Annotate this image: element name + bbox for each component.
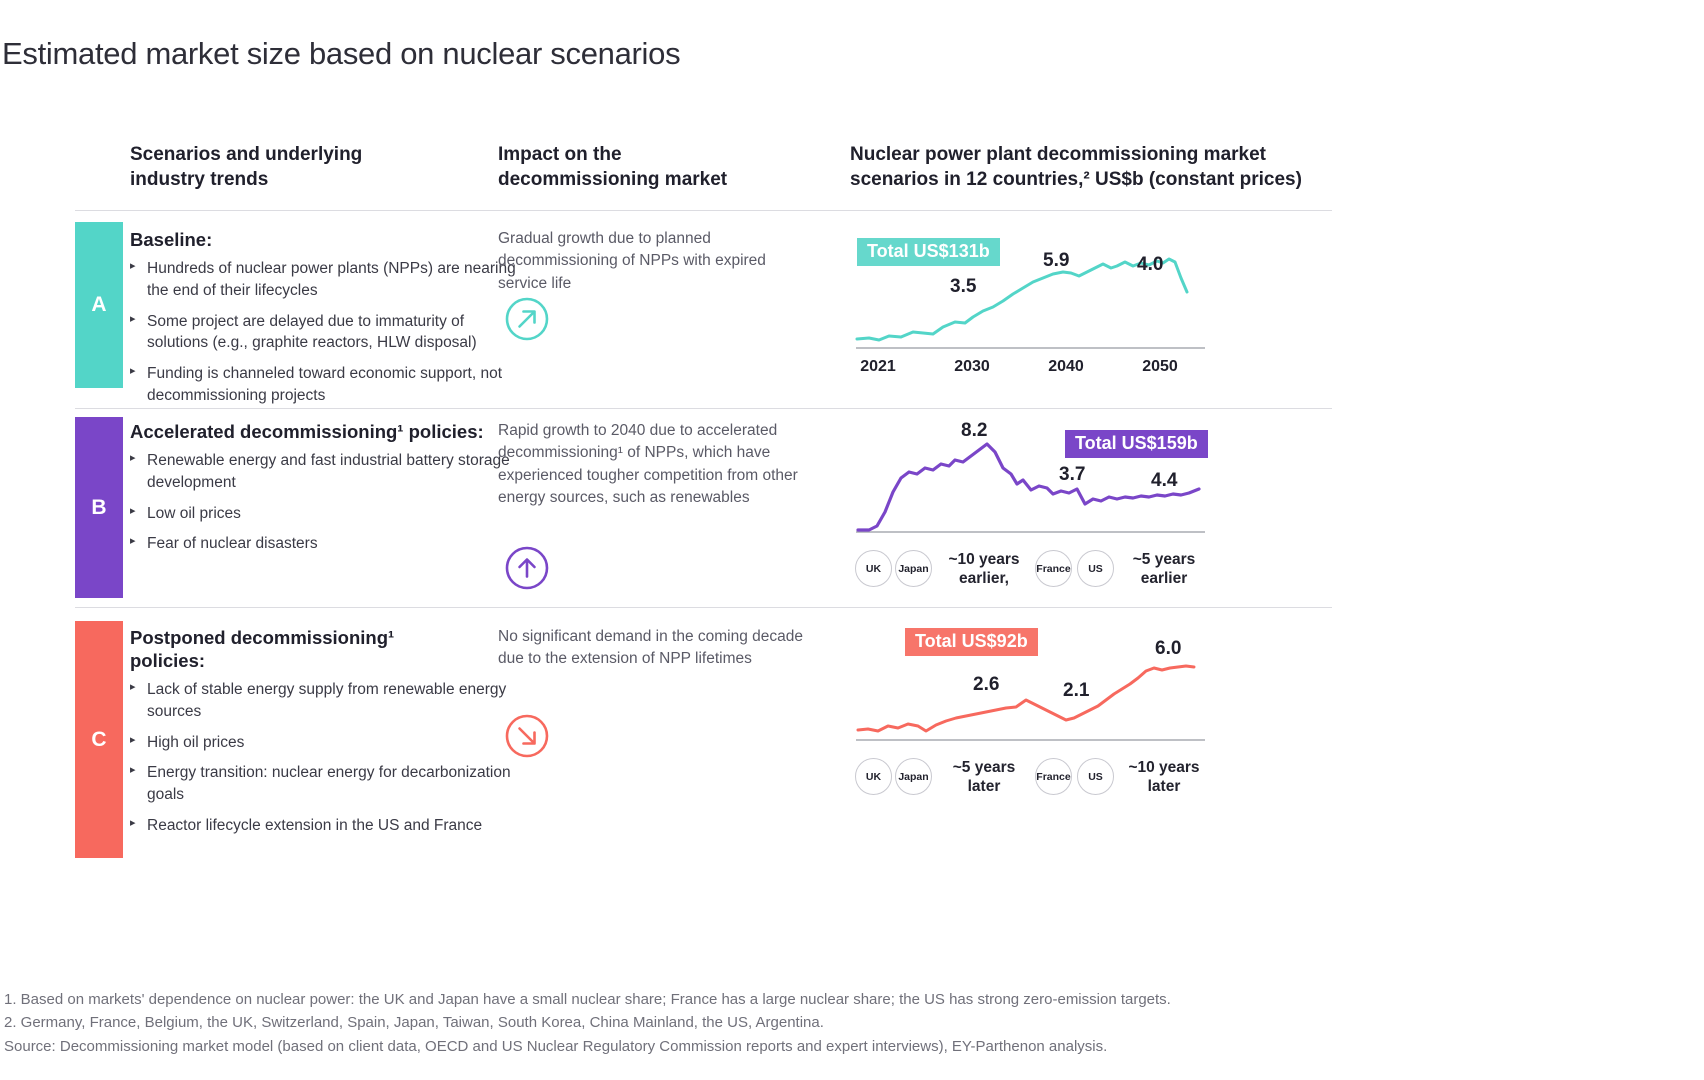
scenario-c-bullet: ▸ Reactor lifecycle extension in the US and France bbox=[130, 815, 525, 837]
circle-arrow-up-right-icon bbox=[504, 296, 550, 342]
scenario-a-text bbox=[130, 228, 525, 415]
scenario-a-bullet: ▸ Funding is channeled toward economic support, not decommissioning projects bbox=[130, 363, 525, 406]
scenario-c-bullet: ▸ Lack of stable energy supply from renewable energy sources bbox=[130, 679, 525, 722]
scenario-a-letter: A bbox=[91, 293, 107, 316]
scenario-c-bar bbox=[75, 621, 123, 858]
scenario-c-bullet: ▸ Energy transition: nuclear energy for decarbonization goals bbox=[130, 762, 525, 805]
footnote-1: 1. Based on markets' dependence on nuclear power: the UK and Japan have a small nuclear share; France has a large nuclear share; the US has strong zero-emission targets. bbox=[4, 991, 1171, 1008]
scenario-a-bullet: ▸ Some project are delayed due to immaturity of solutions (e.g., graphite reactors, HLW disposal) bbox=[130, 311, 525, 354]
country-pill-us: US bbox=[1077, 550, 1114, 587]
chart-scenario-a bbox=[855, 228, 1225, 398]
scenario-b-title: Accelerated decommissioning¹ policies: bbox=[130, 421, 484, 442]
column-header-market: Nuclear power plant decommissioning market scenarios in 12 countries,² US$b (constant prices) bbox=[850, 144, 1302, 191]
value-label: 2.1 bbox=[1063, 680, 1090, 701]
scenario-a-bullet: ▸ Hundreds of nuclear power plants (NPPs) are nearing the end of their lifecycles bbox=[130, 258, 525, 301]
footnote-source: Source: Decommissioning market model (based on client data, OECD and US Nuclear Regulatory Commission reports and expert interviews), EY-Parthenon analysis. bbox=[4, 1037, 1108, 1055]
scenario-c-text bbox=[130, 626, 525, 845]
scenario-c-bullet: ▸ High oil prices bbox=[130, 732, 525, 754]
circle-arrow-down-right-icon bbox=[504, 713, 550, 759]
annotation-note: ~5 years earlier bbox=[1132, 551, 1196, 588]
scenario-b-bullet: ▸ Renewable energy and fast industrial battery storage development bbox=[130, 450, 525, 493]
impact-c-text: No significant demand in the coming decade due to the extension of NPP lifetimes bbox=[498, 628, 804, 668]
scenario-b-letter: B bbox=[91, 495, 107, 519]
total-badge-b: Total US$159b bbox=[1065, 430, 1208, 458]
scenario-b-bullet: ▸ Low oil prices bbox=[130, 503, 525, 525]
annotation-note: ~10 years later bbox=[1128, 759, 1200, 796]
value-label: 4.4 bbox=[1151, 470, 1178, 491]
total-badge-a: Total US$131b bbox=[857, 238, 1000, 266]
circle-arrow-up-icon bbox=[504, 545, 550, 591]
axis-tick: 2021 bbox=[860, 358, 896, 375]
chart-scenario-b bbox=[855, 418, 1225, 606]
column-header-impact: Impact on the decommissioning market bbox=[498, 144, 728, 191]
impact-a-text: Gradual growth due to planned decommissioning of NPPs with expired service life bbox=[498, 230, 766, 292]
page-title: Estimated market size based on nuclear scenarios bbox=[2, 36, 681, 71]
divider bbox=[75, 210, 1332, 211]
country-annotations-c bbox=[855, 758, 1225, 802]
annotation-note: ~5 years later bbox=[952, 759, 1016, 796]
scenario-b-bullet: ▸ Fear of nuclear disasters bbox=[130, 533, 525, 555]
footnotes bbox=[4, 988, 1434, 1058]
axis-tick: 2040 bbox=[1048, 358, 1084, 375]
footnote-2: 2. Germany, France, Belgium, the UK, Switzerland, Spain, Japan, Taiwan, South Korea, China Mainland, the US, Argentina. bbox=[4, 1014, 824, 1032]
axis-tick: 2030 bbox=[954, 358, 990, 375]
divider bbox=[75, 607, 1332, 608]
scenario-b-bar bbox=[75, 417, 123, 598]
country-annotations-b bbox=[855, 550, 1225, 594]
value-label: 5.9 bbox=[1043, 250, 1070, 271]
column-header-scenarios: Scenarios and underlying industry trends bbox=[130, 144, 363, 191]
value-label: 2.6 bbox=[973, 674, 1000, 695]
value-label: 6.0 bbox=[1155, 638, 1182, 659]
scenario-c-letter: C bbox=[91, 727, 107, 751]
axis-tick: 2050 bbox=[1142, 358, 1178, 375]
chart-scenario-c bbox=[855, 622, 1225, 810]
scenario-b-text bbox=[130, 420, 525, 564]
value-label: 3.7 bbox=[1059, 464, 1086, 485]
country-pill-uk: UK bbox=[855, 550, 892, 587]
total-badge-c: Total US$92b bbox=[905, 628, 1038, 656]
value-label: 8.2 bbox=[961, 420, 988, 441]
value-label: 3.5 bbox=[950, 276, 977, 297]
scenario-a-title: Baseline: bbox=[130, 229, 213, 250]
scenario-c-title: Postponed decommissioning¹ policies: bbox=[130, 627, 395, 672]
country-pill-us: US bbox=[1077, 758, 1114, 795]
country-pill-france: France bbox=[1035, 550, 1072, 587]
country-pill-japan: Japan bbox=[895, 758, 932, 795]
impact-b-text: Rapid growth to 2040 due to accelerated decommissioning¹ of NPPs, which have experienced tougher competition from other energy sources, such as renewables bbox=[498, 422, 798, 507]
scenario-a-bar bbox=[75, 222, 123, 388]
country-pill-uk: UK bbox=[855, 758, 892, 795]
country-pill-japan: Japan bbox=[895, 550, 932, 587]
value-label: 4.0 bbox=[1137, 254, 1164, 275]
country-pill-france: France bbox=[1035, 758, 1072, 795]
annotation-note: ~10 years earlier, bbox=[948, 551, 1020, 588]
